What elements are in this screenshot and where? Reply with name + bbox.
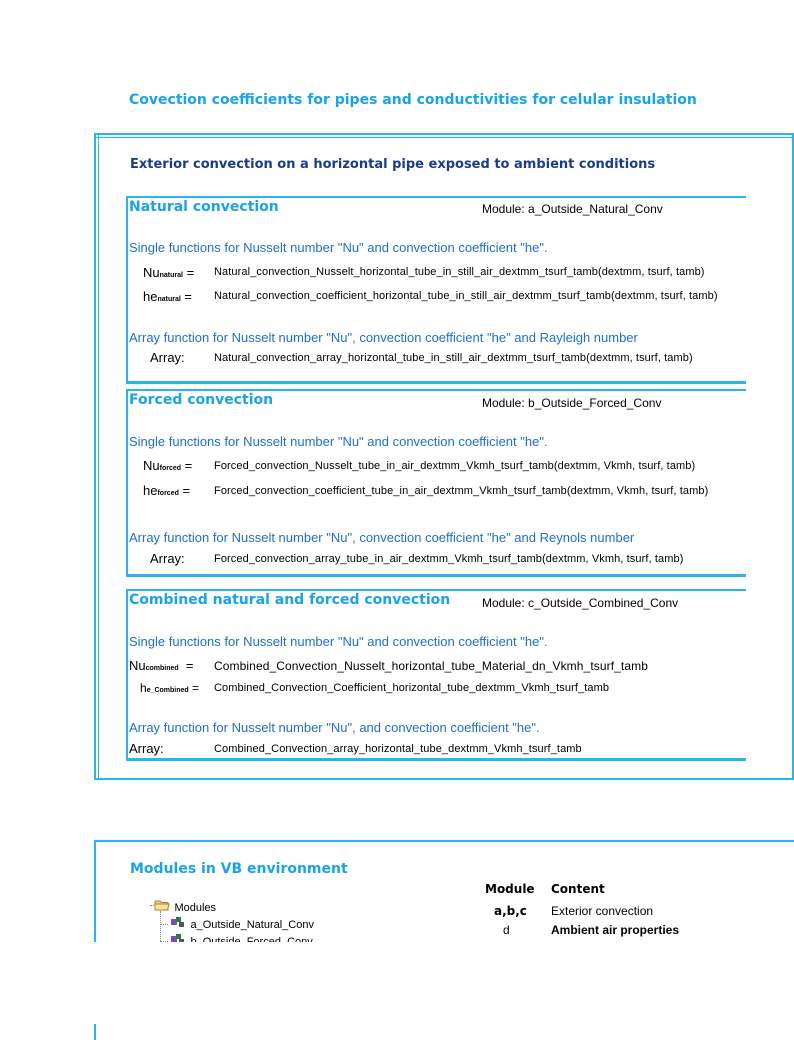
combined-array-label: Array: — [129, 741, 164, 756]
tree-item-label: a_Outside_Natural_Conv — [190, 919, 314, 932]
module-icon — [170, 915, 186, 933]
forced-array-note: Array function for Nusselt number "Nu", convection coefficient "he" and Reynols number — [129, 530, 635, 545]
forced-single-note: Single functions for Nusselt number "Nu" and convection coefficient "he". — [129, 434, 548, 449]
natural-single-note: Single functions for Nusselt number "Nu" and convection coefficient "he". — [129, 240, 548, 255]
nu-natural-label: Nunatural = — [143, 265, 195, 280]
table-row-module: a,b,c — [494, 904, 527, 918]
forced-array-function[interactable]: Forced_convection_array_tube_in_air_dextmm_Vkmh_tsurf_tamb(dextmm, Vkmh, tsurf, tamb) — [214, 553, 684, 565]
combined-single-note: Single functions for Nusselt number "Nu" and convection coefficient "he". — [129, 634, 548, 649]
page-title: Covection coefficients for pipes and conductivities for celular insulation — [129, 92, 697, 108]
combined-array-function[interactable]: Combined_Convection_array_horizontal_tube_dextmm_Vkmh_tsurf_tamb — [214, 743, 582, 755]
modules-panel-title: Modules in VB environment — [130, 861, 348, 877]
page-bottom — [0, 942, 634, 1024]
he-combined-label: he_Combined = — [140, 681, 200, 695]
table-row-content: Exterior convection — [551, 904, 654, 918]
natural-module-label: Module: a_Outside_Natural_Conv — [482, 202, 663, 216]
table-row-content: Ambient air properties — [551, 923, 680, 937]
he-natural-function[interactable]: Natural_convection_coefficient_horizontal_tube_in_still_air_dextmm_tsurf_tamb(dextmm, tsurf, tamb) — [214, 290, 718, 302]
natural-convection-title: Natural convection — [129, 199, 279, 215]
nu-combined-function[interactable]: Combined_Convection_Nusselt_horizontal_tube_Material_dn_Vkmh_tsurf_tamb — [214, 659, 649, 673]
forced-convection-title: Forced convection — [129, 392, 274, 408]
nu-natural-function[interactable]: Natural_convection_Nusselt_horizontal_tube_in_still_air_dextmm_tsurf_tamb(dextmm, tsurf, tamb) — [214, 266, 705, 278]
natural-array-function[interactable]: Natural_convection_array_horizontal_tube_in_still_air_dextmm_tsurf_tamb(dextmm, tsurf, tamb) — [214, 352, 693, 364]
he-forced-label: heforced = — [143, 483, 191, 498]
combined-array-note: Array function for Nusselt number "Nu", and convection coefficient "he". — [129, 720, 540, 735]
he-natural-label: henatural = — [143, 289, 193, 304]
module-column-header: Module — [485, 882, 535, 896]
table-row-module: d — [503, 923, 510, 937]
natural-array-note: Array function for Nusselt number "Nu", convection coefficient "he" and Rayleigh number — [129, 330, 638, 345]
forced-array-label: Array: — [150, 551, 185, 566]
he-combined-function[interactable]: Combined_Convection_Coefficient_horizontal_tube_dextmm_Vkmh_tsurf_tamb — [214, 682, 610, 694]
tree-item-a[interactable] — [170, 915, 314, 933]
exterior-convection-title: Exterior convection on a horizontal pipe exposed to ambient conditions — [130, 157, 656, 172]
tree-root[interactable] — [154, 898, 216, 916]
combined-convection-section — [126, 589, 746, 761]
combined-convection-title: Combined natural and forced convection — [129, 592, 451, 608]
forced-convection-section — [126, 389, 746, 577]
content-column-header: Content — [551, 882, 605, 896]
nu-forced-label: Nuforced = — [143, 458, 193, 473]
tree-root-label: Modules — [174, 902, 217, 915]
combined-module-label: Module: c_Outside_Combined_Conv — [482, 596, 679, 610]
folder-icon — [154, 898, 170, 916]
nu-forced-function[interactable]: Forced_convection_Nusselt_tube_in_air_dextmm_Vkmh_tsurf_tamb(dextmm, Vkmh, tsurf, tamb) — [214, 460, 696, 472]
he-forced-function[interactable]: Forced_convection_coefficient_tube_in_air_dextmm_Vkmh_tsurf_tamb(dextmm, Vkmh, tsurf, tamb) — [214, 485, 709, 497]
natural-array-label: Array: — [150, 350, 185, 365]
forced-module-label: Module: b_Outside_Forced_Conv — [482, 396, 662, 410]
nu-combined-label: Nucombined = — [129, 658, 194, 673]
